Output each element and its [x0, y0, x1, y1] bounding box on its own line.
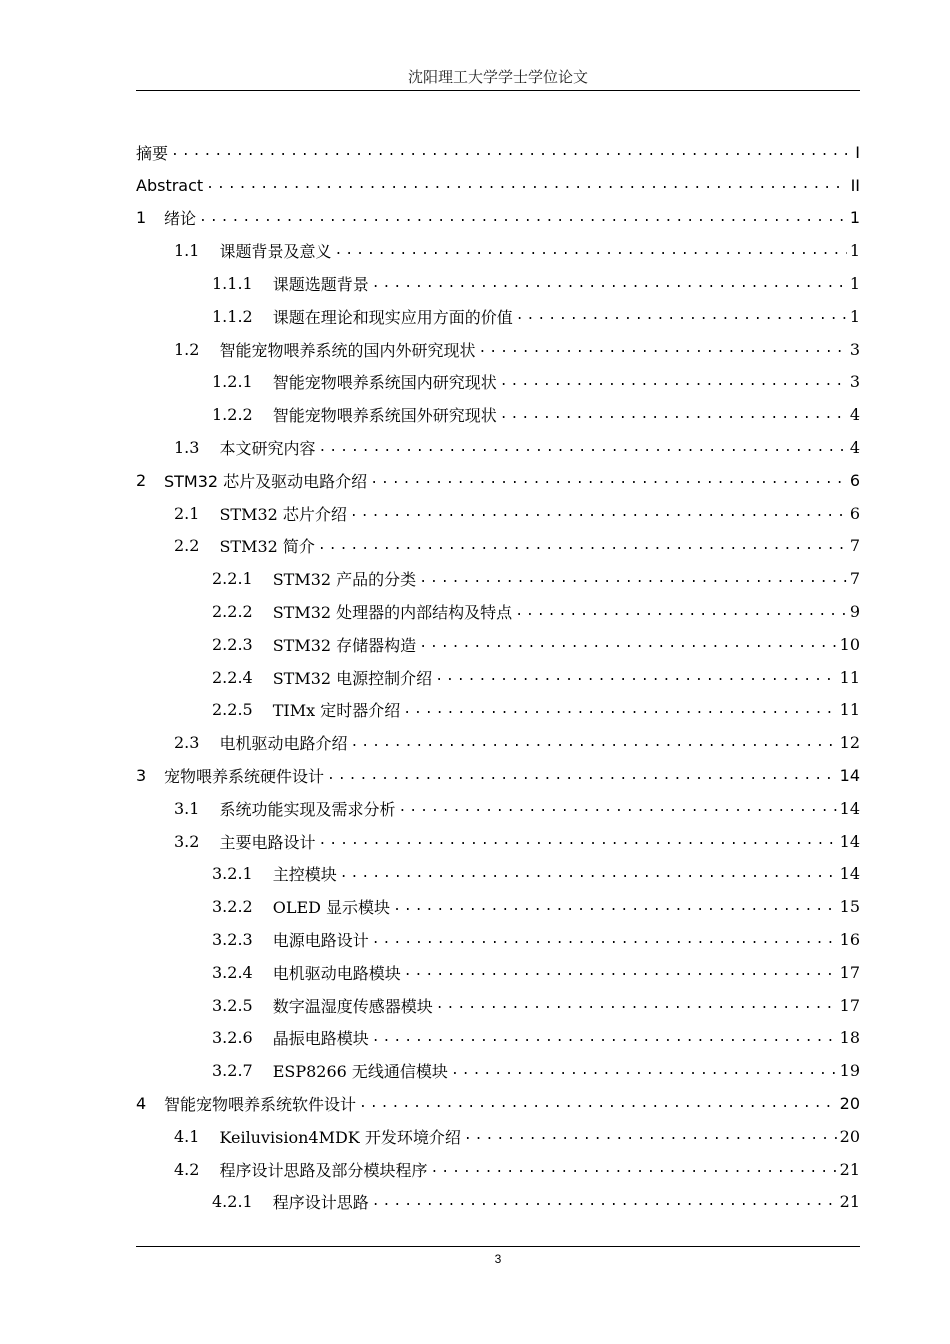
- toc-entry-number: 2.2.3: [212, 634, 253, 654]
- toc-dot-leader: [199, 210, 847, 226]
- toc-entry[interactable]: [136, 825, 860, 858]
- toc-entry-number: 3.2.2: [212, 897, 253, 917]
- toc-entry-title: 本文研究内容: [219, 439, 316, 459]
- toc-entry-page: 12: [839, 733, 860, 753]
- toc-entry[interactable]: [136, 923, 860, 956]
- toc-entry-number: 1.1: [174, 241, 200, 261]
- toc-entry-number: 2.3: [174, 733, 200, 753]
- toc-entry-number: 2.1: [174, 503, 200, 523]
- toc-entry[interactable]: [136, 1120, 860, 1153]
- toc-entry-page: 14: [839, 831, 860, 851]
- toc-entry-title: 电机驱动电路模块: [272, 963, 401, 983]
- toc-entry[interactable]: [136, 1054, 860, 1087]
- toc-entry-page: 4: [849, 438, 860, 458]
- toc-dot-leader: [372, 932, 837, 948]
- toc-entry[interactable]: [136, 562, 860, 595]
- toc-entry-title: 课题在理论和现实应用方面的价值: [272, 307, 513, 327]
- toc-entry-number: 2.2: [174, 536, 200, 556]
- toc-entry-title: 课题选题背景: [272, 275, 369, 295]
- toc-entry-page: 1: [849, 241, 860, 261]
- toc-dot-leader: [318, 833, 836, 849]
- toc-entry-number: 2.2.4: [212, 667, 253, 687]
- toc-entry-number: 3.2.4: [212, 962, 253, 982]
- toc-dot-leader: [419, 571, 847, 587]
- toc-entry-title: ESP8266 无线通信模块: [272, 1062, 448, 1082]
- toc-entry[interactable]: [136, 956, 860, 989]
- toc-entry-page: 16: [839, 930, 860, 950]
- toc-dot-leader: [372, 276, 847, 292]
- toc-entry[interactable]: [136, 792, 860, 825]
- toc-entry[interactable]: [136, 694, 860, 727]
- toc-entry-page: 17: [839, 962, 860, 982]
- toc-entry-page: 9: [849, 602, 860, 622]
- toc-entry-number: 3.2.3: [212, 930, 253, 950]
- toc-entry-title: 智能宠物喂养系统软件设计: [164, 1095, 357, 1114]
- header-rule: [136, 90, 860, 91]
- toc-entry-page: 17: [839, 995, 860, 1015]
- toc-entry[interactable]: [136, 202, 860, 235]
- toc-entry-page: 21: [839, 1159, 860, 1179]
- toc-entry[interactable]: [136, 234, 860, 267]
- toc-entry-page: 3: [849, 372, 860, 392]
- toc-entry[interactable]: [136, 1087, 860, 1120]
- toc-entry-page: 21: [839, 1192, 860, 1212]
- toc-entry[interactable]: [136, 431, 860, 464]
- toc-entry-number: 1.2.1: [212, 372, 253, 392]
- toc-entry-title: 晶振电路模块: [272, 1029, 369, 1049]
- toc-dot-leader: [435, 669, 836, 685]
- toc-entry-number: 2.2.1: [212, 569, 253, 589]
- toc-entry-page: 18: [839, 1028, 860, 1048]
- toc-entry-number: 3.2.7: [212, 1061, 253, 1081]
- toc-dot-leader: [500, 407, 847, 423]
- toc-dot-leader: [515, 604, 847, 620]
- toc-entry-page: 1: [849, 274, 860, 294]
- toc-dot-leader: [372, 1030, 837, 1046]
- footer-rule: [136, 1246, 860, 1247]
- toc-entry-title: 主要电路设计: [219, 832, 316, 852]
- toc-entry-page: 1: [849, 306, 860, 326]
- toc-entry-title: 数字温湿度传感器模块: [272, 996, 433, 1016]
- toc-entry-page: 4: [849, 405, 860, 425]
- toc-entry-title: STM32 产品的分类: [272, 570, 417, 590]
- toc-entry-number: 3.2.1: [212, 864, 253, 884]
- toc-entry[interactable]: [136, 1186, 860, 1219]
- toc-entry-title: Abstract: [136, 175, 204, 195]
- toc-entry-page: 3: [849, 339, 860, 359]
- toc-dot-leader: [370, 472, 847, 488]
- toc-entry-page: 7: [849, 569, 860, 589]
- toc-dot-leader: [318, 440, 846, 456]
- toc-entry[interactable]: [136, 858, 860, 891]
- toc-entry-number: 3.1: [174, 798, 200, 818]
- toc-entry[interactable]: [136, 890, 860, 923]
- toc-entry[interactable]: [136, 333, 860, 366]
- toc-dot-leader: [430, 1161, 836, 1177]
- toc-dot-leader: [350, 505, 847, 521]
- toc-dot-leader: [398, 800, 836, 816]
- toc-entry-page: 6: [849, 470, 860, 490]
- toc-dot-leader: [350, 735, 836, 751]
- toc-entry-title: 系统功能实现及需求分析: [219, 799, 396, 819]
- toc-entry-title: 电源电路设计: [272, 931, 369, 951]
- toc-dot-leader: [359, 1096, 837, 1112]
- toc-entry[interactable]: [136, 398, 860, 431]
- toc-entry-title: 绪论: [164, 209, 197, 229]
- toc-entry-page: 19: [839, 1061, 860, 1081]
- toc-entry-number: 4.2.1: [212, 1192, 253, 1212]
- toc-entry-title: 智能宠物喂养系统国内研究现状: [272, 373, 497, 393]
- toc-entry-number: 4.1: [174, 1126, 200, 1146]
- toc-entry[interactable]: [136, 759, 860, 792]
- toc-dot-leader: [393, 899, 837, 915]
- toc-dot-leader: [404, 964, 837, 980]
- toc-entry-number: 1.1.2: [212, 306, 253, 326]
- toc-entry-number: 1.1.1: [212, 274, 253, 294]
- toc-entry-number: 2.2.2: [212, 602, 253, 622]
- toc-dot-leader: [478, 341, 846, 357]
- toc-dot-leader: [171, 144, 852, 160]
- toc-dot-leader: [516, 308, 847, 324]
- toc-entry-page: 6: [849, 503, 860, 523]
- toc-dot-leader: [403, 702, 836, 718]
- toc-entry-title: TIMx 定时器介绍: [272, 701, 401, 721]
- toc-entry-title: 程序设计思路: [272, 1193, 369, 1213]
- toc-entry-page: 15: [839, 897, 860, 917]
- page-number: 3: [494, 1252, 502, 1266]
- toc-entry-title: 摘要: [136, 143, 169, 163]
- toc-entry-number: 2: [136, 470, 147, 490]
- toc-entry[interactable]: [136, 497, 860, 530]
- toc-dot-leader: [451, 1063, 837, 1079]
- toc-dot-leader: [206, 177, 847, 193]
- toc-entry-title: 电机驱动电路介绍: [219, 734, 348, 754]
- toc-entry-title: STM32 简介: [219, 537, 315, 557]
- toc-entry-page: 20: [839, 1126, 860, 1146]
- toc-entry-page: 14: [839, 798, 860, 818]
- toc-entry-page: 10: [839, 634, 860, 654]
- toc-entry-page: 14: [839, 864, 860, 884]
- running-header-title: 沈阳理工大学学士学位论文: [407, 68, 588, 86]
- toc-entry-number: 1.2: [174, 339, 200, 359]
- toc-entry-page: 7: [849, 536, 860, 556]
- toc-dot-leader: [334, 243, 846, 259]
- toc-entry-number: 3.2.6: [212, 1028, 253, 1048]
- toc-dot-leader: [436, 997, 837, 1013]
- toc-entry-title: Keiluvision4MDK 开发环境介绍: [219, 1127, 461, 1147]
- toc-entry-page: 1: [849, 208, 860, 228]
- toc-entry-number: 3.2.5: [212, 995, 253, 1015]
- toc-entry[interactable]: [136, 661, 860, 694]
- toc-entry[interactable]: [136, 464, 860, 497]
- toc-entry-number: 1.3: [174, 438, 200, 458]
- toc-entry-number: 2.2.5: [212, 700, 253, 720]
- toc-entry-title: STM32 芯片及驱动电路介绍: [164, 471, 368, 491]
- toc-entry[interactable]: [136, 366, 860, 399]
- toc-dot-leader: [318, 538, 847, 554]
- toc-entry[interactable]: [136, 267, 860, 300]
- toc-entry-title: STM32 电源控制介绍: [272, 668, 433, 688]
- toc-dot-leader: [340, 866, 837, 882]
- toc-dot-leader: [464, 1128, 837, 1144]
- toc-dot-leader: [500, 374, 847, 390]
- toc-entry-title: STM32 处理器的内部结构及特点: [272, 603, 513, 623]
- toc-entry[interactable]: [136, 530, 860, 563]
- toc-dot-leader: [327, 768, 837, 784]
- table-of-contents: [136, 136, 860, 1218]
- toc-entry[interactable]: [136, 169, 860, 202]
- toc-entry-title: 程序设计思路及部分模块程序: [219, 1160, 428, 1180]
- toc-entry-page: 11: [839, 700, 860, 720]
- toc-entry-title: 智能宠物喂养系统的国内外研究现状: [219, 340, 476, 360]
- toc-entry[interactable]: [136, 300, 860, 333]
- toc-entry-number: 1.2.2: [212, 405, 253, 425]
- toc-entry-page: I: [855, 142, 860, 162]
- toc-entry[interactable]: [136, 1153, 860, 1186]
- toc-entry-title: 智能宠物喂养系统国外研究现状: [272, 406, 497, 426]
- toc-entry[interactable]: [136, 136, 860, 169]
- toc-entry-number: 3.2: [174, 831, 200, 851]
- toc-entry-title: OLED 显示模块: [272, 898, 391, 918]
- toc-entry-number: 3: [136, 766, 147, 786]
- toc-entry-title: 课题背景及意义: [219, 242, 332, 262]
- toc-entry-title: 主控模块: [272, 865, 337, 885]
- toc-entry[interactable]: [136, 1022, 860, 1055]
- toc-entry-page: 14: [839, 766, 860, 786]
- toc-dot-leader: [419, 636, 836, 652]
- toc-entry[interactable]: [136, 628, 860, 661]
- toc-entry-page: 20: [839, 1094, 860, 1113]
- toc-entry[interactable]: [136, 595, 860, 628]
- toc-entry-page: II: [850, 175, 860, 195]
- toc-entry-title: 宠物喂养系统硬件设计: [164, 767, 325, 787]
- toc-entry-page: 11: [839, 667, 860, 687]
- toc-dot-leader: [372, 1194, 837, 1210]
- toc-entry-number: 4: [136, 1094, 147, 1113]
- toc-entry-title: STM32 存储器构造: [272, 635, 417, 655]
- toc-entry-number: 1: [136, 208, 147, 228]
- toc-entry-number: 4.2: [174, 1159, 200, 1179]
- toc-entry[interactable]: [136, 989, 860, 1022]
- toc-entry-title: STM32 芯片介绍: [219, 504, 347, 524]
- toc-entry[interactable]: [136, 726, 860, 759]
